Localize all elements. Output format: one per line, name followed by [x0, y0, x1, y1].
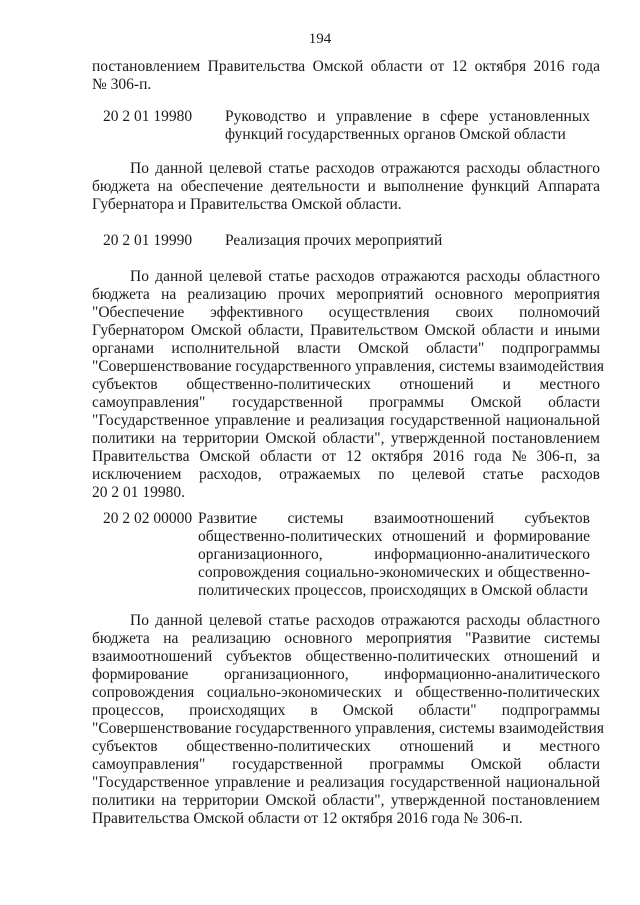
- paragraph-line: "Государственное управление и реализация государственной национальной: [92, 774, 600, 791]
- section-code: 20 2 01 19990: [103, 232, 193, 249]
- paragraph-line: 20 2 01 19980.: [92, 484, 185, 501]
- paragraph-line: Губернатора и Правительства Омской области.: [92, 196, 402, 213]
- paragraph-line: "Государственное управление и реализация государственной национальной: [92, 412, 600, 429]
- paragraph-line: Губернатором Омской области, Правительством Омской области и иными: [92, 322, 600, 339]
- section-title-line: Реализация прочих мероприятий: [225, 232, 443, 249]
- paragraph-line: политики на территории Омской области", утвержденной постановлением: [92, 792, 600, 809]
- paragraph-line: бюджета на обеспечение деятельности и выполнение функций Аппарата: [92, 178, 600, 195]
- paragraph-line: сопровождения социально-экономических и общественно-политических: [92, 684, 600, 701]
- section-title-line: общественно-политических отношений и формирование: [198, 528, 590, 545]
- paragraph-line: "Обеспечение эффективного осуществления своих полномочий: [92, 304, 600, 321]
- page-number: 194: [308, 31, 332, 47]
- paragraph-line: самоуправления" государственной программы Омской области: [92, 756, 600, 773]
- intro-line: № 306-п.: [92, 76, 152, 93]
- paragraph-line: бюджета на реализацию основного мероприятия "Развитие системы: [92, 630, 600, 647]
- paragraph-line: По данной целевой статье расходов отражаются расходы областного: [130, 268, 600, 285]
- paragraph-line: исключением расходов, отражаемых по целевой статье расходов: [92, 466, 600, 483]
- paragraph-line: "Совершенствование государственного управления, системы взаимодействия: [92, 358, 604, 375]
- section-title-line: Руководство и управление в сфере установленных: [225, 108, 590, 125]
- paragraph-line: органами исполнительной власти Омской области" подпрограммы: [92, 340, 600, 357]
- section-title-line: организационного, информационно-аналитического: [198, 546, 590, 563]
- paragraph-line: самоуправления" государственной программы Омской области: [92, 394, 600, 411]
- section-title-line: сопровождения социально-экономических и общественно-: [198, 564, 590, 581]
- paragraph-line: субъектов общественно-политических отношений и местного: [92, 738, 600, 755]
- paragraph-line: Правительства Омской области от 12 октября 2016 года № 306-п, за: [92, 448, 600, 465]
- paragraph-line: формирование организационного, информационно-аналитического: [92, 666, 600, 683]
- section-title-line: политических процессов, происходящих в Омской области: [198, 582, 588, 599]
- paragraph-line: субъектов общественно-политических отношений и местного: [92, 376, 600, 393]
- section-title-line: Развитие системы взаимоотношений субъектов: [198, 510, 590, 527]
- paragraph-line: По данной целевой статье расходов отражаются расходы областного: [130, 612, 600, 629]
- paragraph-line: Правительства Омской области от 12 октября 2016 года № 306-п.: [92, 810, 523, 827]
- paragraph-line: политики на территории Омской области", утвержденной постановлением: [92, 430, 600, 447]
- section-code: 20 2 02 00000: [103, 510, 193, 527]
- paragraph-line: процессов, происходящих в Омской области" подпрограммы: [92, 702, 600, 719]
- section-title-line: функций государственных органов Омской области: [225, 126, 566, 143]
- section-code: 20 2 01 19980: [103, 108, 193, 125]
- paragraph-line: взаимоотношений субъектов общественно-политических отношений и: [92, 648, 600, 665]
- paragraph-line: бюджета на реализацию прочих мероприятий основного мероприятия: [92, 286, 600, 303]
- paragraph-line: По данной целевой статье расходов отражаются расходы областного: [130, 160, 600, 177]
- paragraph-line: "Совершенствование государственного управления, системы взаимодействия: [92, 720, 604, 737]
- intro-line: постановлением Правительства Омской области от 12 октября 2016 года: [92, 58, 600, 75]
